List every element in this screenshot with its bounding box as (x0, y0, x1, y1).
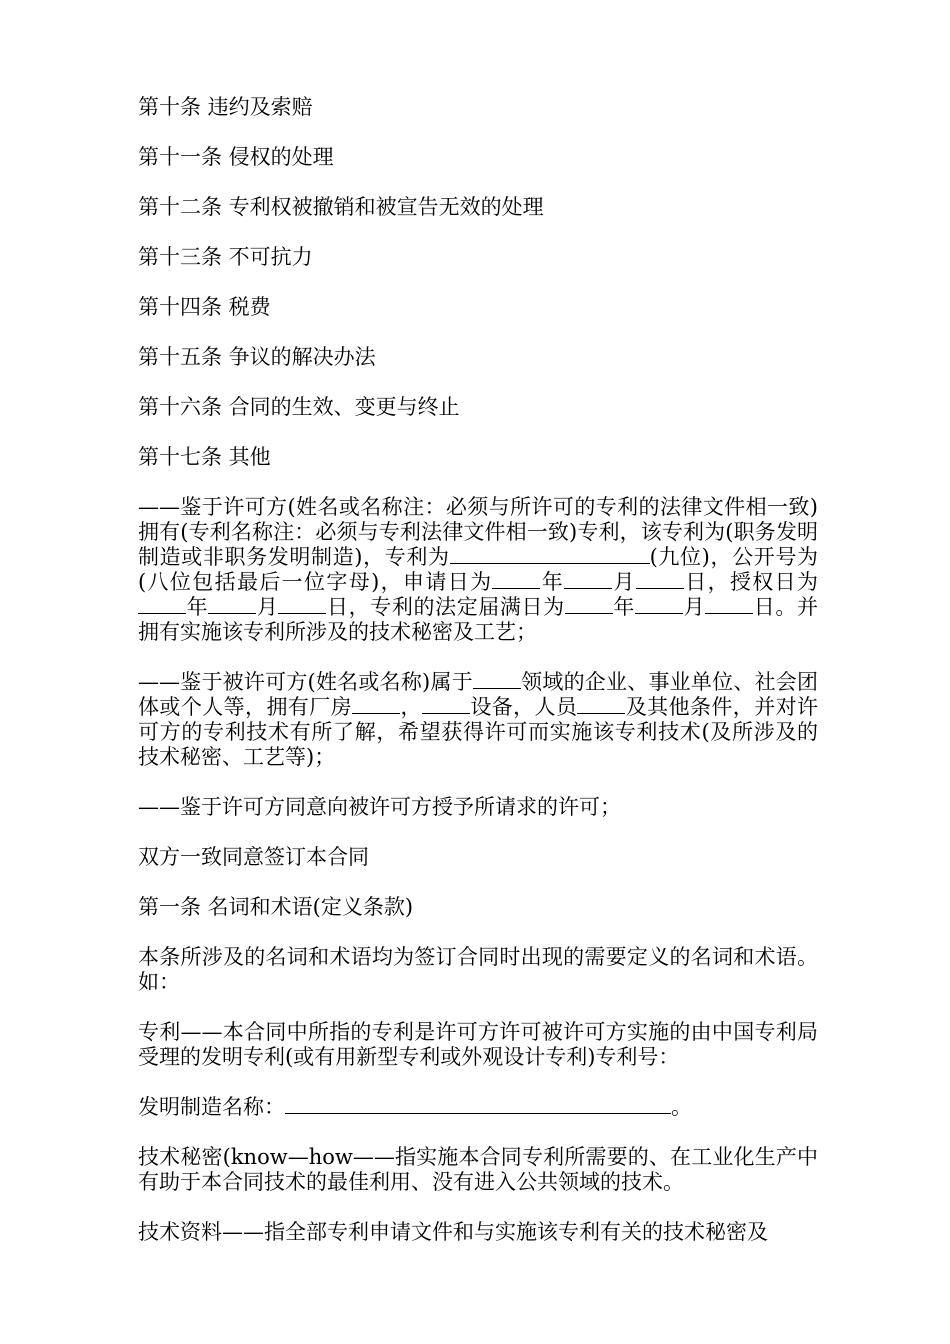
month-label: 月 (256, 595, 279, 619)
recital-licensee-text: ——鉴于被许可方(姓名或名称)属于 (138, 670, 473, 694)
agreement-statement: 双方一致同意签订本合同 (138, 845, 369, 869)
toc-article-13: 第十三条 不可抗力 (138, 245, 313, 269)
toc-article-12: 第十二条 专利权被撤销和被宣告无效的处理 (138, 195, 544, 219)
factory-blank (352, 695, 400, 714)
grant-year-blank (138, 595, 186, 614)
toc-article-14: 第十四条 税费 (138, 295, 271, 319)
toc-article-11: 第十一条 侵权的处理 (138, 145, 334, 169)
grant-month-blank (208, 595, 256, 614)
expiry-year-blank (565, 595, 613, 614)
month-label: 月 (612, 570, 636, 594)
month-label: 月 (682, 595, 706, 619)
recital-licensee-text: 设备，人员 (469, 695, 578, 719)
patent-number-blank (450, 545, 650, 564)
equipment-blank (422, 695, 470, 714)
definition-technical-data: 技术资料——指全部专利申请文件和与实施该专利有关的技术秘密及 (138, 1220, 768, 1244)
apply-day-blank (636, 570, 684, 589)
toc-article-10: 第十条 违约及索赔 (138, 95, 313, 119)
invention-name-line (138, 1095, 818, 1120)
article-1-intro: 本条所涉及的名词和术语均为签订合同时出现的需要定义的名词和术语。如： (138, 945, 818, 994)
recital-licensee-text: 领域的企业、事业单位、社会团体或个人等，拥有厂房 (138, 670, 819, 719)
day-label: 日，授权日为 (683, 570, 819, 594)
invention-name-blank (285, 1095, 671, 1114)
day-label: 日。并拥有实施该专利所涉及的技术秘密及工艺； (138, 595, 819, 644)
article-1-title: 第一条 名词和术语(定义条款) (138, 895, 414, 919)
recital-consent: ——鉴于许可方同意向被许可方授予所请求的许可； (138, 795, 621, 819)
recital-licensee (138, 670, 818, 770)
expiry-day-blank (705, 595, 753, 614)
invention-name-label: 发明制造名称： (138, 1095, 285, 1119)
recital-licensor-text: (九位)，公开号为(八位包括最后一位字母)，申请日为 (138, 545, 818, 594)
apply-month-blank (564, 570, 612, 589)
grant-day-blank (278, 595, 326, 614)
toc-article-16: 第十六条 合同的生效、变更与终止 (138, 395, 460, 419)
day-label: 日，专利的法定届满日为 (326, 595, 565, 619)
expiry-month-blank (635, 595, 683, 614)
year-label: 年 (186, 595, 209, 619)
field-blank (473, 670, 521, 689)
toc-article-15: 第十五条 争议的解决办法 (138, 345, 376, 369)
year-label: 年 (612, 595, 635, 619)
apply-year-blank (492, 570, 540, 589)
year-label: 年 (540, 570, 565, 594)
recital-licensee-text: ， (400, 695, 422, 719)
recital-licensor (138, 495, 818, 645)
personnel-blank (577, 695, 625, 714)
definition-patent: 专利——本合同中所指的专利是许可方许可被许可方实施的由中国专利局受理的发明专利(或有用新型专利或外观设计专利)专利号： (138, 1020, 818, 1069)
invention-name-end: 。 (671, 1095, 692, 1119)
definition-knowhow: 技术秘密(know—how——指实施本合同专利所需要的、在工业化生产中有助于本合同技术的最佳利用、没有进入公共领域的技术。 (138, 1145, 818, 1194)
recital-licensee-text: 及其他条件，并对许可方的专利技术有所了解，希望获得许可而实施该专利技术(及所涉及的技术秘密、工艺等)； (138, 695, 819, 769)
toc-article-17: 第十七条 其他 (138, 445, 271, 469)
recital-licensor-text: ——鉴于许可方(姓名或名称注：必须与所许可的专利的法律文件相一致)拥有(专利名称注：必须与专利法律文件相一致)专利，该专利为(职务发明制造或非职务发明制造)，专利为 (138, 495, 818, 569)
document-page (138, 95, 818, 1270)
